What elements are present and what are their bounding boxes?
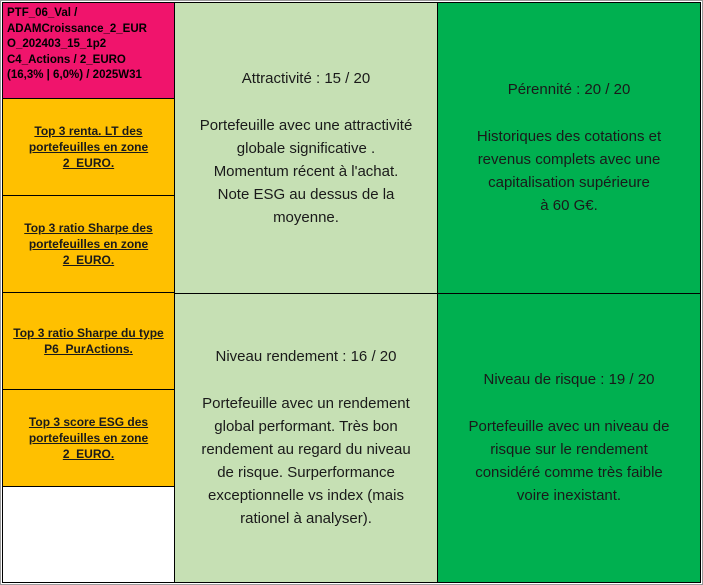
rendement-heading: Niveau rendement : 16 / 20 (215, 348, 397, 365)
top3-renta-link-cell[interactable] (2, 98, 175, 196)
top3-renta-link[interactable]: Top 3 renta. LT des portefeuilles en zone 2_EURO. (28, 124, 149, 170)
portfolio-title-line: (16,3% | 6,0%) / 2025W31 (7, 69, 142, 81)
risque-description (469, 415, 670, 507)
risque-line: considéré comme très faible (475, 464, 663, 481)
attractivite-description (200, 114, 413, 229)
top3-esg-link[interactable]: Top 3 score ESG des portefeuilles en zone 2_EURO. (28, 415, 149, 461)
perennite-description (477, 125, 661, 217)
rendement-line: rationel à analyser). (240, 510, 372, 527)
top3-esg-link-cell[interactable] (2, 389, 175, 487)
perennite-line: revenus complets avec une (477, 151, 661, 168)
empty-cell (2, 486, 175, 583)
portfolio-title (7, 6, 172, 84)
perennite-line: Historiques des cotations et (476, 128, 662, 145)
rendement-line: Portefeuille avec un rendement (202, 395, 410, 412)
portfolio-title-cell (2, 2, 175, 99)
risque-line: risque sur le rendement (490, 441, 648, 458)
top3-sharpe-zone-link-cell[interactable] (2, 195, 175, 293)
rendement-line: global performant. Très bon (214, 418, 398, 435)
rendement-description (201, 392, 410, 530)
attractivite-cell (174, 2, 438, 294)
portfolio-title-line: ADAMCroissance_2_EUR (7, 22, 147, 35)
attractivite-line: globale significative . (236, 139, 376, 157)
portfolio-title-line: C4_Actions / 2_EURO (7, 53, 126, 66)
portfolio-title-line: O_202403_15_1p2 (7, 38, 107, 50)
top3-sharpe-type-link[interactable]: Top 3 ratio Sharpe du type P6_PurActions. (13, 326, 164, 356)
risque-heading: Niveau de risque : 19 / 20 (483, 371, 655, 388)
risque-cell (437, 293, 701, 583)
perennite-line: capitalisation supérieure (488, 174, 650, 191)
rendement-line: rendement au regard du niveau (201, 441, 411, 458)
attractivite-line: moyenne. (273, 208, 339, 226)
top3-sharpe-zone-link[interactable]: Top 3 ratio Sharpe des portefeuilles en zone 2_EURO. (24, 221, 153, 267)
perennite-line: à 60 G€. (540, 197, 598, 214)
perennite-heading: Pérennité : 20 / 20 (507, 81, 631, 98)
risque-line: Portefeuille avec un niveau de (468, 418, 670, 435)
attractivite-line: Portefeuille avec une attractivité (199, 116, 413, 134)
rendement-line: de risque. Surperformance (217, 464, 395, 481)
attractivite-line: Momentum récent à l'achat. (213, 162, 399, 180)
portfolio-title-line: PTF_06_Val / (7, 7, 78, 19)
rendement-cell (174, 293, 438, 583)
attractivite-heading: Attractivité : 15 / 20 (241, 69, 371, 87)
attractivite-line: Note ESG au dessus de la (217, 185, 395, 203)
perennite-cell (437, 2, 701, 294)
rendement-line: exceptionnelle vs index (mais (208, 487, 404, 504)
top3-sharpe-type-link-cell[interactable] (2, 292, 175, 390)
risque-line: voire inexistant. (516, 487, 622, 504)
